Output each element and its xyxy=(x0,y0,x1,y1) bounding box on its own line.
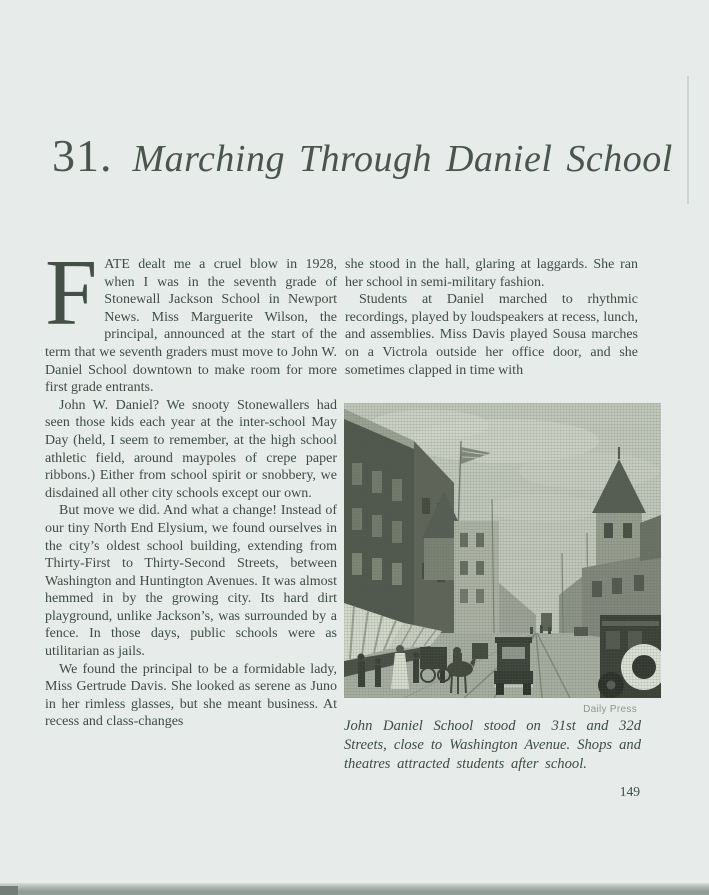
dropcap-letter: F xyxy=(45,241,98,345)
page-bottom-edge xyxy=(0,883,709,895)
paragraph-5: she stood in the hall, glaring at laggards. She ran her school in semi-military fashion. xyxy=(345,257,638,290)
page-bottom-corner xyxy=(0,886,18,895)
street-photo-illustration xyxy=(344,403,661,698)
left-column xyxy=(45,241,337,731)
photo-credit: Daily Press xyxy=(583,704,637,715)
paragraph-6: Students at Daniel marched to rhythmic recordings, played by loudspeakers at recess, lunch, and assemblies. Miss Davis played Sousa marches on a Victrola outside her office door, and she sometimes clapped in time with xyxy=(345,292,638,378)
paragraph-3: But move we did. And what a change! Instead of our tiny North End Elysium, we found ourselves in the city’s oldest school building, extending from Thirty-First to Thirty-Second Streets, between Washington and Huntington Avenues. It was almost hemmed in by the growing city. Its hard dirt playground, unlike Jackson’s, was surrounded by a fence. In those days, public schools were as utilitarian as jails. xyxy=(45,503,337,660)
page-edge-line xyxy=(687,76,689,204)
right-column xyxy=(345,256,638,379)
photo-caption: John Daniel School stood on 31st and 32d Streets, close to Washington Avenue. Shops and theatres attracted students after school. xyxy=(344,718,641,772)
paragraph-1-text: ATE dealt me a cruel blow in 1928, when I was in the seventh grade of Stonewall Jackson School in Newport News. Miss Marguerite Wilson, the principal, announced at the start of the term that we seventh graders must move to John W. Daniel School downtown to make room for more first grade entrants. xyxy=(45,257,337,396)
page-number: 149 xyxy=(619,784,640,799)
chapter-heading xyxy=(52,130,673,181)
chapter-title: Marching Through Daniel School xyxy=(132,138,673,180)
paragraph-1 xyxy=(45,241,337,397)
paragraph-4: We found the principal to be a formidable lady, Miss Gertrude Davis. She looked as serene as Juno in her rimless glasses, but she meant business. At recess and class-changes xyxy=(45,661,337,730)
paragraph-2: John W. Daniel? We snooty Stonewallers had seen those kids each year at the inter-school May Day (held, I seem to remember, at the high school athletic field, around maypoles of crepe paper ribbons.) Either from school spirit or snobbery, we disdained all other city schools except our own. xyxy=(45,397,337,501)
chapter-number: 31. xyxy=(52,130,113,181)
street-photo xyxy=(344,403,661,698)
